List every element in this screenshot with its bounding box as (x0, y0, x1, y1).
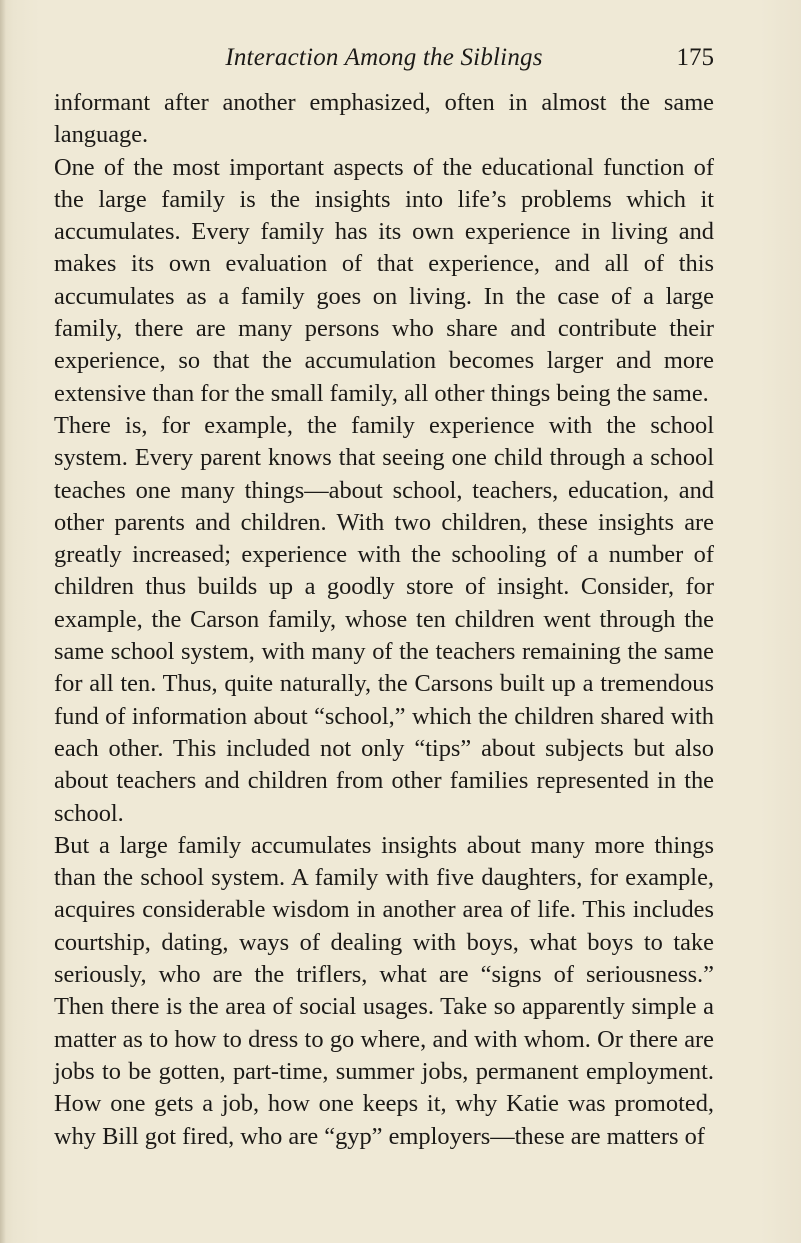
running-head (54, 44, 714, 80)
paragraph-continuation: informant after another emphasized, often in almost the same language. (54, 89, 714, 149)
paragraph-insights: But a large family accumulates insights about many more things than the school system. A family with five daughters, for example, acquires considerable wisdom in another area of life. This includes courtship, dating, ways of dealing with boys, what boys to take seriously, who are the triflers, what are “signs of seriousness.” Then there is the area of social usages. Take so apparently simple a matter as to how to dress to go where, and with whom. Or there are jobs to be gotten, part-time, summer jobs, permanent employment. How one gets a job, how one keeps it, why Katie was promoted, why Bill got fired, who are “gyp” employers—these are matters of (54, 831, 714, 1150)
body-text (54, 87, 714, 1153)
running-title: Interaction Among the Siblings (225, 44, 543, 71)
paragraph-school-system: There is, for example, the family experience with the school system. Every parent knows that seeing one child through a school teaches one many things—about school, teachers, education, and other parents and children. With two children, these insights are greatly increased; experience with the schooling of a number of children thus builds up a goodly store of insight. Consider, for example, the Carson family, whose ten children went through the same school system, with many of the teachers remaining the same for all ten. Thus, quite naturally, the Carsons built up a tremendous fund of information about “school,” which the children shared with each other. This included not only “tips” about subjects but also about teachers and children from other families represented in the school. (54, 411, 714, 827)
gutter-shadow (0, 0, 6, 1243)
page-number: 175 (676, 44, 714, 71)
paragraph-educational-function: One of the most important aspects of the educational function of the large family is the insights into life’s problems which it accumulates. Every family has its own experience in living and makes its own evaluation of that experience, and all of this accumulates as a family goes on living. In the case of a large family, there are many persons who share and contribute their experience, so that the accumulation becomes larger and more extensive than for the small family, all other things being the same. (54, 153, 714, 407)
